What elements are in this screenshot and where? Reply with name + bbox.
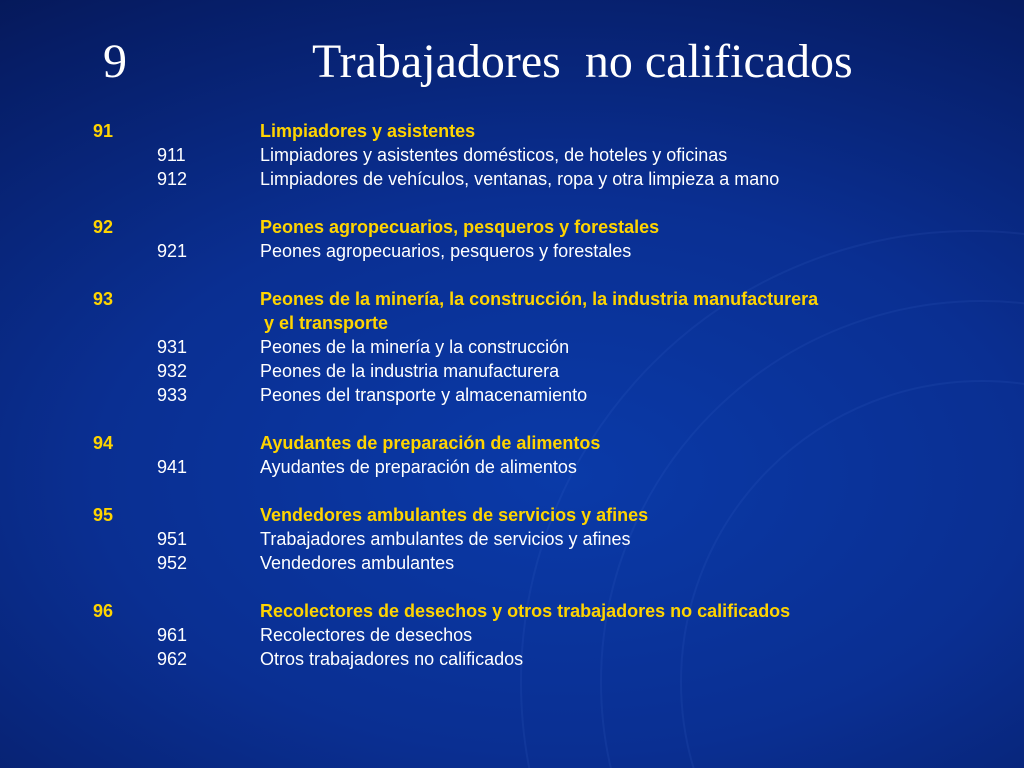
row-label: Peones de la minería, la construcción, la industria manufacturera <box>260 289 819 309</box>
row-label: Peones del transporte y almacenamiento <box>260 385 588 405</box>
subgroup-row <box>0 455 1024 479</box>
group-row-continuation <box>0 311 1024 335</box>
row-label: Limpiadores y asistentes domésticos, de hoteles y oficinas <box>260 145 728 165</box>
subgroup-row <box>0 167 1024 191</box>
classification-list <box>0 119 1024 671</box>
row-code: 952 <box>157 553 188 573</box>
row-code: 962 <box>157 649 188 669</box>
slide-title <box>0 34 1024 96</box>
row-code: 95 <box>93 505 114 525</box>
spacer-row <box>0 407 1024 431</box>
subgroup-row <box>0 623 1024 647</box>
row-label: Peones agropecuarios, pesqueros y forestales <box>260 241 632 261</box>
subgroup-row <box>0 647 1024 671</box>
group-row <box>0 215 1024 239</box>
row-label: Otros trabajadores no calificados <box>260 649 524 669</box>
group-row <box>0 431 1024 455</box>
row-code: 94 <box>93 433 114 453</box>
row-code: 941 <box>157 457 188 477</box>
row-code: 96 <box>93 601 114 621</box>
group-row <box>0 599 1024 623</box>
subgroup-row <box>0 527 1024 551</box>
row-label: Peones de la minería y la construcción <box>260 337 570 357</box>
row-code: 912 <box>157 169 188 189</box>
row-code: 911 <box>157 145 186 165</box>
row-code: 933 <box>157 385 188 405</box>
row-label: Recolectores de desechos <box>260 625 473 645</box>
title-text: Trabajadores no calificados <box>312 35 853 88</box>
subgroup-row <box>0 335 1024 359</box>
group-row <box>0 503 1024 527</box>
row-label: Peones agropecuarios, pesqueros y forestales <box>260 217 660 237</box>
spacer-row <box>0 191 1024 215</box>
row-code: 921 <box>157 241 188 261</box>
row-label: Trabajadores ambulantes de servicios y afines <box>260 529 631 549</box>
row-code: 93 <box>93 289 114 309</box>
row-code: 932 <box>157 361 188 381</box>
subgroup-row <box>0 239 1024 263</box>
row-code: 951 <box>157 529 188 549</box>
row-label: Ayudantes de preparación de alimentos <box>260 457 577 477</box>
row-label: Recolectores de desechos y otros trabajadores no calificados <box>260 601 791 621</box>
subgroup-row <box>0 143 1024 167</box>
group-row <box>0 287 1024 311</box>
row-label: Vendedores ambulantes de servicios y afines <box>260 505 649 525</box>
row-code: 961 <box>157 625 188 645</box>
row-code: 931 <box>157 337 188 357</box>
spacer-row <box>0 263 1024 287</box>
row-label: Vendedores ambulantes <box>260 553 455 573</box>
spacer-row <box>0 479 1024 503</box>
row-label: Limpiadores y asistentes <box>260 121 476 141</box>
row-code: 92 <box>93 217 114 237</box>
row-label: y el transporte <box>264 313 389 333</box>
group-row <box>0 119 1024 143</box>
spacer-row <box>0 575 1024 599</box>
row-label: Ayudantes de preparación de alimentos <box>260 433 601 453</box>
subgroup-row <box>0 551 1024 575</box>
row-label: Peones de la industria manufacturera <box>260 361 560 381</box>
row-label: Limpiadores de vehículos, ventanas, ropa y otra limpieza a mano <box>260 169 780 189</box>
row-code: 91 <box>93 121 114 141</box>
subgroup-row <box>0 359 1024 383</box>
title-number: 9 <box>103 35 127 88</box>
subgroup-row <box>0 383 1024 407</box>
